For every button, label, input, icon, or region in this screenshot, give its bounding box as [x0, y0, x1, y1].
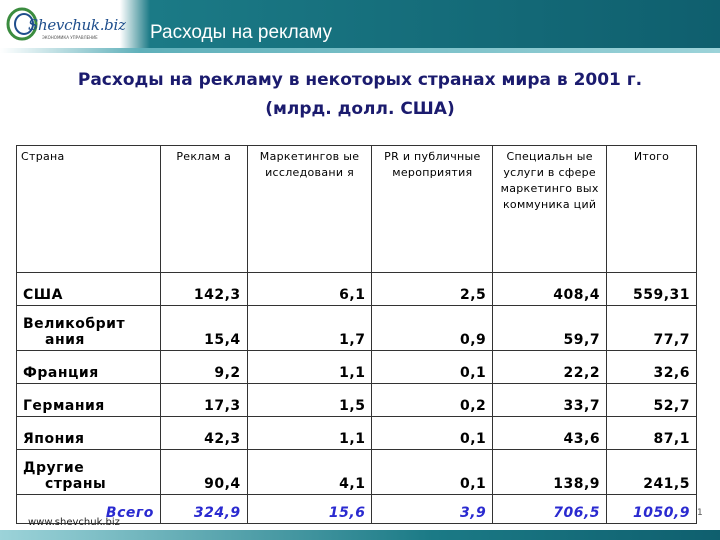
- value-cell: 0,1: [372, 450, 493, 495]
- value-cell: 2,5: [372, 273, 493, 306]
- value-cell: 1,1: [247, 417, 372, 450]
- country-name: Другие: [23, 460, 85, 476]
- header-country: Страна: [17, 146, 161, 273]
- value-cell: 9,2: [160, 351, 247, 384]
- value-cell: 77,7: [607, 306, 697, 351]
- value-cell: 0,2: [372, 384, 493, 417]
- country-cell: Франция: [17, 351, 161, 384]
- value-cell: 1,5: [247, 384, 372, 417]
- header-special-services: Специальн ые услуги в сфере маркетинго вых коммуника ций: [493, 146, 607, 273]
- footer-url: www.shevchuk.biz: [28, 517, 120, 528]
- table-header-row: [17, 146, 697, 273]
- ad-spending-table: [16, 145, 697, 524]
- header-stripe: [0, 48, 720, 53]
- table-heading: [20, 68, 700, 121]
- logo-subtitle: ЭКОНОМИКА УПРАВЛЕНИЕ: [42, 35, 98, 40]
- footer-bar: [0, 530, 720, 540]
- value-cell: 241,5: [607, 450, 697, 495]
- value-cell: 32,6: [607, 351, 697, 384]
- logo-text: Shevchuk.biz: [28, 16, 126, 34]
- header-marketing-research: Маркетингов ые исследовани я: [247, 146, 372, 273]
- value-cell: 42,3: [160, 417, 247, 450]
- country-name-cont: ания: [45, 332, 85, 348]
- value-cell: 138,9: [493, 450, 607, 495]
- value-cell: 1,7: [247, 306, 372, 351]
- total-value-cell: 706,5: [493, 495, 607, 524]
- total-value-cell: 1050,9: [607, 495, 697, 524]
- header-pr: PR и публичные мероприятия: [372, 146, 493, 273]
- value-cell: 90,4: [160, 450, 247, 495]
- table-row: [17, 417, 697, 450]
- country-cell: США: [17, 273, 161, 306]
- value-cell: 6,1: [247, 273, 372, 306]
- value-cell: 0,1: [372, 351, 493, 384]
- total-value-cell: 324,9: [160, 495, 247, 524]
- total-label: Всего: [17, 495, 161, 524]
- header-advertising: Реклам а: [160, 146, 247, 273]
- slide-number: 1: [697, 508, 703, 518]
- table-row: [17, 306, 697, 351]
- country-name: Великобрит: [23, 316, 126, 332]
- table-row: [17, 384, 697, 417]
- value-cell: 17,3: [160, 384, 247, 417]
- slide-title: Расходы на рекламу: [150, 22, 332, 43]
- total-value-cell: 15,6: [247, 495, 372, 524]
- value-cell: 408,4: [493, 273, 607, 306]
- heading-line-2: (млрд. долл. США): [265, 99, 455, 119]
- table-row: [17, 273, 697, 306]
- value-cell: 559,31: [607, 273, 697, 306]
- value-cell: 142,3: [160, 273, 247, 306]
- value-cell: 43,6: [493, 417, 607, 450]
- country-name-cont: страны: [45, 476, 107, 492]
- value-cell: 52,7: [607, 384, 697, 417]
- value-cell: 4,1: [247, 450, 372, 495]
- country-cell: Япония: [17, 417, 161, 450]
- header-total: Итого: [607, 146, 697, 273]
- heading-line-1: Расходы на рекламу в некоторых странах мира в 2001 г.: [77, 70, 643, 90]
- header-bar: [0, 0, 720, 48]
- shevchuk-logo: [4, 4, 126, 44]
- value-cell: 0,9: [372, 306, 493, 351]
- value-cell: 22,2: [493, 351, 607, 384]
- country-cell: [17, 306, 161, 351]
- table-row: [17, 351, 697, 384]
- value-cell: 33,7: [493, 384, 607, 417]
- value-cell: 87,1: [607, 417, 697, 450]
- country-cell: Германия: [17, 384, 161, 417]
- table-row: [17, 450, 697, 495]
- country-cell: [17, 450, 161, 495]
- total-value-cell: 3,9: [372, 495, 493, 524]
- value-cell: 59,7: [493, 306, 607, 351]
- value-cell: 15,4: [160, 306, 247, 351]
- value-cell: 1,1: [247, 351, 372, 384]
- value-cell: 0,1: [372, 417, 493, 450]
